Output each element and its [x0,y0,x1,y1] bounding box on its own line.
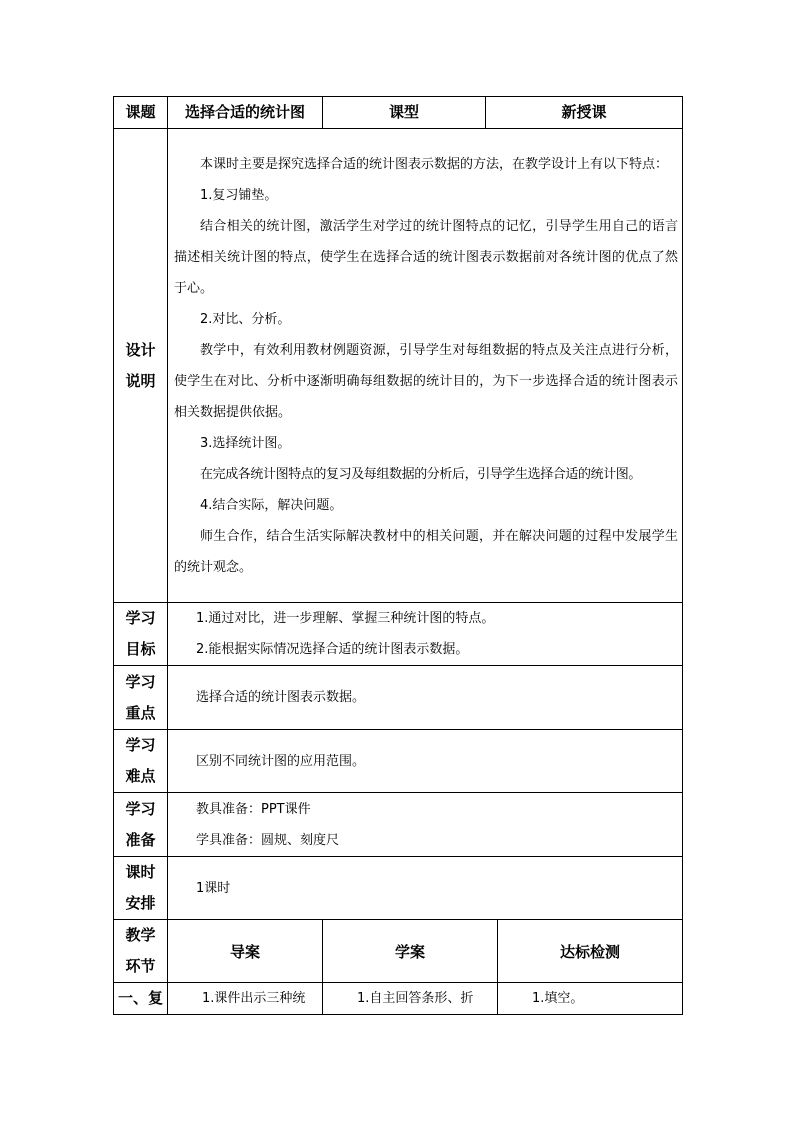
design-row [114,129,683,603]
goal-item: 1.通过对比，进一步理解、掌握三种统计图的特点。 [196,611,495,626]
design-heading: 1.复习铺垫。 [200,187,278,203]
design-label [114,129,168,603]
prep-row [114,793,683,857]
difficulty-label-line1: 学习 [125,736,156,754]
process-row-study: 1.自主回答条形、折 [323,983,498,1015]
design-paragraph: 在完成各统计图特点的复习及每组数据的分析后，引导学生选择合适的统计图。 [200,466,642,482]
process-row-guide: 1.课件出示三种统 [168,983,323,1015]
prep-student: 学具准备：圆规、刻度尺 [196,832,340,848]
schedule-label-line2: 安排 [125,894,156,912]
goals-content [168,603,683,666]
topic-value: 选择合适的统计图 [168,97,323,129]
schedule-label [114,857,168,920]
design-heading: 2.对比、分析。 [200,311,291,327]
type-label: 课型 [323,97,486,129]
focus-label-line2: 重点 [125,703,156,722]
schedule-row [114,857,683,920]
col-guide: 导案 [168,920,323,983]
process-label-line1: 教学 [125,926,156,944]
col-check: 达标检测 [498,920,683,983]
design-label-line2: 说明 [125,371,156,390]
topic-label: 课题 [114,97,168,129]
design-paragraph: 教学中，有效利用教材例题资源，引导学生对每组数据的特点及关注点进行分析，使学生在对比、分析中逐渐明确每组数据的统计目的，为下一步选择合适的统计图表示相关数据提供依据。 [174,342,679,420]
design-label-line1: 设计 [125,340,156,359]
goals-label [114,603,168,666]
goals-label-line1: 学习 [125,609,156,627]
difficulty-text: 区别不同统计图的应用范围。 [168,730,683,793]
process-label-line2: 环节 [125,957,156,975]
schedule-text: 1课时 [168,857,683,920]
prep-label-line1: 学习 [125,799,156,818]
focus-row [114,666,683,730]
prep-teacher: 教具准备：PPT课件 [196,801,311,817]
goals-row [114,603,683,666]
goal-item: 2.能根据实际情况选择合适的统计图表示数据。 [196,642,469,657]
design-paragraph: 本课时主要是探究选择合适的统计图表示数据的方法，在教学设计上有以下特点： [200,156,669,172]
process-header-row [114,920,683,983]
process-row-check: 1.填空。 [498,983,683,1015]
col-study: 学案 [323,920,498,983]
schedule-label-line1: 课时 [125,863,156,881]
prep-content [168,793,683,857]
header-row [114,97,683,129]
difficulty-label [114,730,168,793]
process-row-label: 一、复 [114,983,168,1015]
process-label [114,920,168,983]
design-paragraph: 结合相关的统计图，激活学生对学过的统计图特点的记忆，引导学生用自己的语言描述相关统计图的特点，使学生在选择合适的统计图表示数据前对各统计图的优点了然于心。 [174,218,679,296]
lesson-plan-table [113,96,683,1015]
prep-label [114,793,168,857]
type-value: 新授课 [486,97,683,129]
design-paragraph: 师生合作，结合生活实际解决教材中的相关问题，并在解决问题的过程中发展学生的统计观念。 [174,528,679,575]
focus-text: 选择合适的统计图表示数据。 [168,666,683,730]
design-heading: 3.选择统计图。 [200,435,291,451]
difficulty-row [114,730,683,793]
focus-label-line1: 学习 [125,672,156,691]
goals-label-line2: 目标 [125,640,156,658]
difficulty-label-line2: 难点 [125,767,156,785]
design-content [168,129,683,603]
process-row [114,983,683,1015]
focus-label [114,666,168,730]
prep-label-line2: 准备 [125,830,156,849]
design-heading: 4.结合实际，解决问题。 [200,497,343,513]
